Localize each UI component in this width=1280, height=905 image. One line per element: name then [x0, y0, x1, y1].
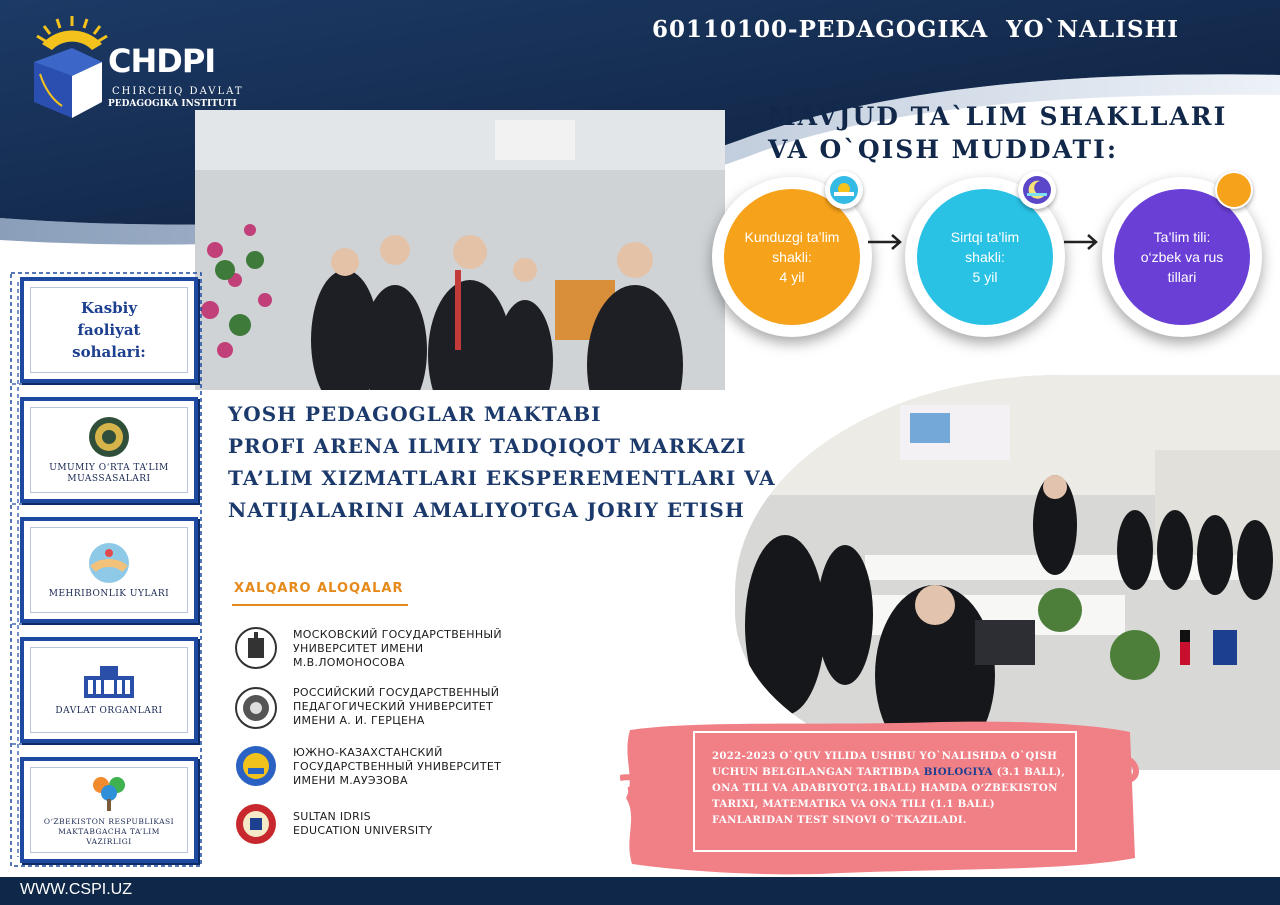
study-language	[1102, 177, 1262, 337]
study-forms-title: MAVJUD TA`LIM SHAKLLARI VA O`QISH MUDDATI:	[768, 102, 1228, 164]
area-card-government	[20, 637, 198, 743]
study-language-circle	[1114, 189, 1250, 325]
exam-note-part1: 2022-2023 O`QUV YILIDA USHBU YO`NALISHDA O`QISH UCHUN BELGILANGAN TARTIBDA	[712, 750, 1058, 778]
arrow-right-icon	[1062, 232, 1102, 252]
university-sku-line3: ИМЕНИ М.АУЭЗОВА	[293, 774, 408, 787]
logo-subtitle-line1: CHIRCHIQ DAVLAT	[112, 86, 244, 97]
university-msu	[293, 628, 502, 670]
classroom-photo	[735, 375, 1280, 770]
university-herzen-line1: РОССИЙСКИЙ ГОСУДАРСТВЕННЫЙ	[293, 686, 500, 699]
event-photo	[195, 110, 725, 390]
area-card-preschool-ministry-label: O‘ZBEKISTON RESPUBLIKASI MAKTABGACHA TA’LIM VAZIRLIGI	[43, 817, 175, 846]
area-card-schools	[20, 397, 198, 503]
study-form-extramural	[905, 177, 1065, 337]
university-herzen-line3: ИМЕНИ А. И. ГЕРЦЕНА	[293, 714, 425, 727]
study-form-fulltime-circle	[724, 189, 860, 325]
exam-note-part2: (3.1 BALL), ONA TILI VA ADABIYOT(2.1BALL) HAMDA O‘ZBEKISTON TARIXI, MATEMATIKA VA ONA TILI (1.1 BALL) FANLARIDAN TEST SINOVI O`TKAZILADI.	[712, 766, 1066, 826]
tree-icon	[89, 773, 129, 813]
area-line-1: YOSH PEDAGOGLAR MAKTABI	[228, 402, 602, 426]
sku-emblem-icon	[234, 744, 278, 788]
msu-emblem-icon	[234, 626, 278, 670]
area-card-government-label: DAVLAT ORGANLARI	[55, 705, 163, 716]
study-form-fulltime-label: Kunduzgi ta’lim shakli:	[744, 229, 840, 265]
exam-note-highlight: BIOLOGIYA	[923, 766, 993, 778]
international-title: XALQARO ALOQALAR	[234, 581, 404, 596]
study-form-extramural-label: Sirtqi ta’lim shakli:	[950, 229, 1020, 265]
area-line-2: PROFI ARENA ILMIY TADQIQOT MARKAZI	[228, 434, 747, 458]
herzen-emblem-icon	[234, 686, 278, 730]
logo-subtitle-line2: PEDAGOGIKA INSTITUTI	[108, 99, 237, 109]
area-line-4: NATIJALARINI AMALIYOTGA JORIY ETISH	[228, 498, 745, 522]
study-form-extramural-value: 5 yil	[972, 269, 998, 285]
area-card-orphanages-label: MEHRIBONLIK UYLARI	[48, 588, 170, 599]
university-sku-line1: ЮЖНО-КАЗАХСТАНСКИЙ	[293, 746, 443, 759]
professional-areas-title-card	[20, 277, 198, 383]
school-emblem-icon	[87, 415, 131, 459]
arrow-right-icon	[866, 232, 906, 252]
university-upsi-line2: EDUCATION UNIVERSITY	[293, 824, 433, 837]
university-herzen	[293, 686, 499, 728]
program-title: 60110100-PEDAGOGIKA YO`NALISHI	[652, 16, 1180, 43]
exam-note-text	[712, 748, 1072, 828]
sun-icon	[825, 171, 863, 209]
circle-icon	[1215, 171, 1253, 209]
study-form-fulltime	[712, 177, 872, 337]
area-line-3: TA’LIM XIZMATLARI EKSPEREMENTLARI VA	[228, 466, 776, 490]
university-herzen-line2: ПЕДАГОГИЧЕСКИЙ УНИВЕРСИТЕТ	[293, 700, 494, 713]
website-link[interactable]: WWW.CSPI.UZ	[20, 881, 132, 898]
university-msu-line3: М.В.ЛОМОНОСОВА	[293, 656, 405, 669]
study-form-fulltime-value: 4 yil	[779, 269, 805, 285]
area-card-orphanages	[20, 517, 198, 623]
study-language-label: Ta’lim tili:	[1153, 229, 1211, 245]
university-upsi	[293, 810, 432, 838]
professional-areas-title: Kasbiy faoliyat sohalari:	[72, 299, 146, 361]
university-upsi-line1: SULTAN IDRIS	[293, 810, 371, 823]
logo-name: CHDPI	[108, 42, 216, 80]
international-divider	[232, 604, 408, 606]
area-card-schools-label: UMUMIY O‘RTA TA’LIM MUASSASALARI	[49, 463, 169, 484]
building-icon	[82, 664, 136, 700]
university-msu-line2: УНИВЕРСИТЕТ ИМЕНИ	[293, 642, 424, 655]
area-card-preschool-ministry	[20, 757, 198, 863]
university-sku-line2: ГОСУДАРСТВЕННЫЙ УНИВЕРСИТЕТ	[293, 760, 502, 773]
handshake-icon	[85, 541, 133, 585]
university-sku	[293, 746, 501, 788]
footer-bar	[0, 877, 1280, 905]
upsi-emblem-icon	[234, 802, 278, 846]
moon-icon	[1018, 171, 1056, 209]
study-form-extramural-circle	[917, 189, 1053, 325]
study-language-value: o‘zbek va rus tillari	[1140, 249, 1224, 285]
university-msu-line1: МОСКОВСКИЙ ГОСУДАРСТВЕННЫЙ	[293, 628, 502, 641]
